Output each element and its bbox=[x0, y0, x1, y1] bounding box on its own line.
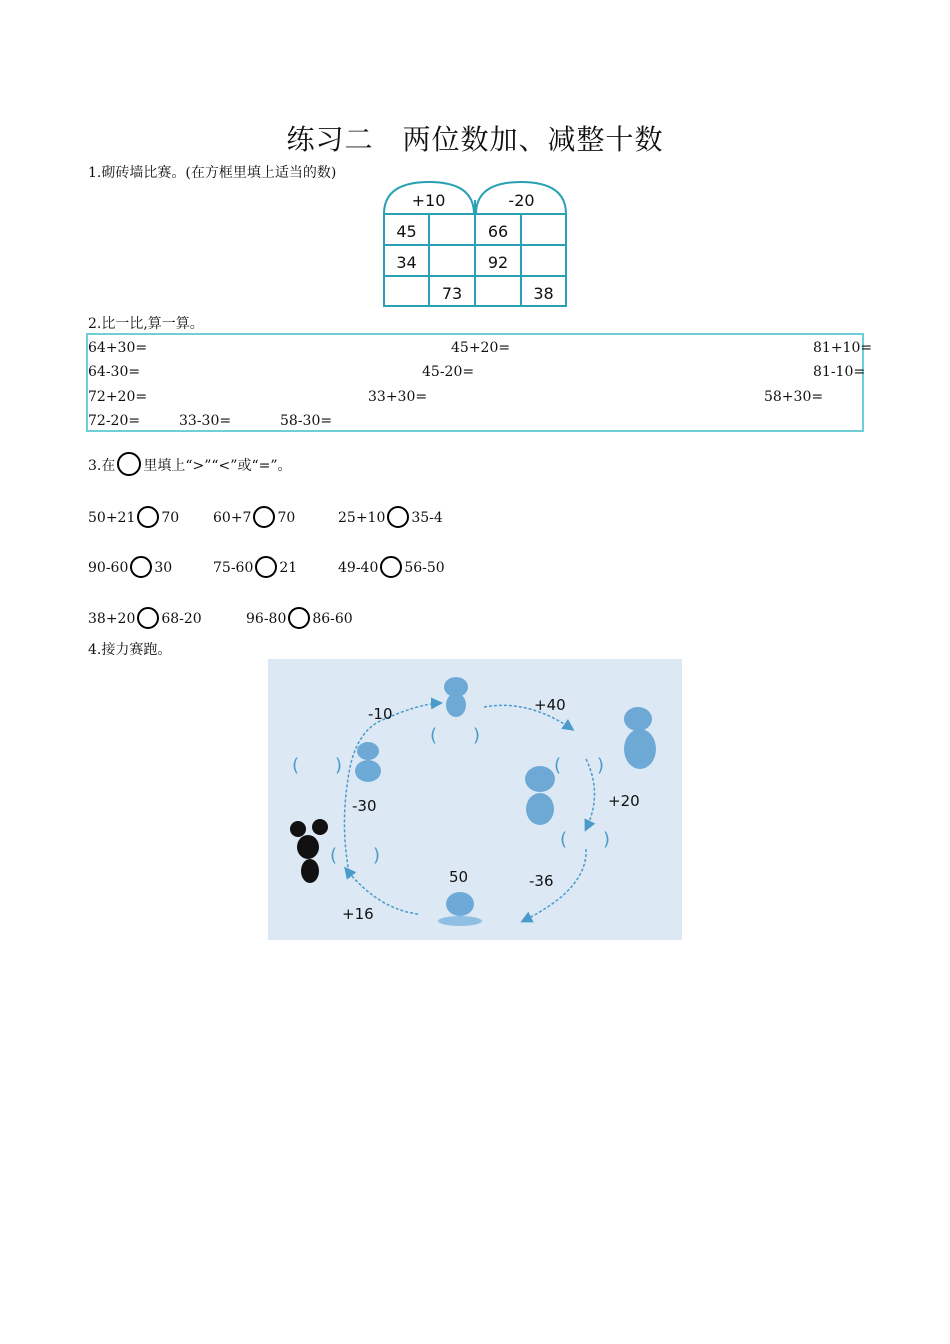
wall-cell: 45 bbox=[396, 222, 417, 241]
calc-expr: 33+30= bbox=[368, 389, 428, 405]
q2-label: 2.比一比,算一算。 bbox=[88, 316, 204, 332]
op-minus10: -10 bbox=[368, 705, 393, 723]
wall-left-op: +10 bbox=[411, 191, 446, 210]
compare-circle[interactable] bbox=[137, 607, 159, 629]
compare-right: 86-60 bbox=[312, 611, 353, 627]
answer-blank[interactable]: ( ) bbox=[554, 755, 605, 776]
monkey-head bbox=[624, 707, 652, 731]
wall-cell: 38 bbox=[533, 284, 554, 303]
answer-blank[interactable]: ( ) bbox=[560, 829, 611, 850]
calc-expr: 64-30= bbox=[88, 364, 141, 380]
bear-body bbox=[526, 793, 554, 825]
calc-expr: 45-20= bbox=[422, 364, 475, 380]
wall-cell: 92 bbox=[487, 253, 509, 272]
calc-expr: 33-30= bbox=[179, 413, 232, 429]
relay-race-figure bbox=[268, 659, 682, 940]
cat-body bbox=[446, 693, 466, 717]
compare-right: 35-4 bbox=[411, 510, 443, 526]
circle-symbol bbox=[117, 452, 141, 476]
op-plus20: +20 bbox=[608, 792, 640, 810]
q1-label: 1.砌砖墙比赛。(在方框里填上适当的数) bbox=[88, 165, 337, 181]
panda-body bbox=[355, 760, 381, 782]
q3-label bbox=[88, 452, 292, 476]
compare-circle[interactable] bbox=[288, 607, 310, 629]
lily-pad bbox=[438, 916, 482, 926]
compare-left: 38+20 bbox=[88, 611, 136, 627]
frog bbox=[446, 892, 474, 916]
answer-blank[interactable]: ( ) bbox=[430, 725, 481, 746]
compare-circle[interactable] bbox=[387, 506, 409, 528]
compare-right: 70 bbox=[277, 510, 296, 526]
calc-expr: 64+30= bbox=[88, 340, 148, 356]
compare-left: 49-40 bbox=[338, 560, 379, 576]
compare-circle[interactable] bbox=[380, 556, 402, 578]
bear-head bbox=[525, 766, 555, 792]
calc-expr: 81+10= bbox=[813, 340, 873, 356]
op-minus36: -36 bbox=[529, 872, 554, 890]
op-plus40: +40 bbox=[534, 696, 566, 714]
compare-circle[interactable] bbox=[253, 506, 275, 528]
calc-expr: 81-10= bbox=[813, 364, 866, 380]
compare-item bbox=[246, 607, 353, 629]
calc-expr: 58-30= bbox=[280, 413, 333, 429]
op-plus16: +16 bbox=[342, 905, 374, 923]
compare-circle[interactable] bbox=[137, 506, 159, 528]
compare-right: 68-20 bbox=[161, 611, 202, 627]
compare-left: 96-80 bbox=[246, 611, 287, 627]
compare-right: 70 bbox=[161, 510, 180, 526]
wall-right-op: -20 bbox=[508, 191, 535, 210]
compare-left: 25+10 bbox=[338, 510, 386, 526]
compare-circle[interactable] bbox=[255, 556, 277, 578]
compare-left: 60+7 bbox=[213, 510, 252, 526]
mouse-body bbox=[301, 859, 319, 883]
compare-item bbox=[88, 607, 202, 629]
calc-expr: 45+20= bbox=[451, 340, 511, 356]
compare-item bbox=[88, 506, 179, 528]
mouse-head bbox=[297, 835, 319, 859]
compare-left: 75-60 bbox=[213, 560, 254, 576]
panda-head bbox=[357, 742, 379, 760]
compare-item bbox=[88, 556, 172, 578]
compare-item bbox=[213, 556, 297, 578]
op-minus30: -30 bbox=[352, 797, 377, 815]
answer-blank[interactable]: ( ) bbox=[292, 755, 343, 776]
calc-expr: 72-20= bbox=[88, 413, 141, 429]
calc-expr: 72+20= bbox=[88, 389, 148, 405]
wall-cell: 73 bbox=[441, 284, 463, 303]
compare-item bbox=[338, 506, 443, 528]
wall-cell: 34 bbox=[396, 253, 417, 272]
compare-left: 50+21 bbox=[88, 510, 136, 526]
mouse-ear bbox=[312, 819, 328, 835]
compare-item bbox=[213, 506, 295, 528]
start-number: 50 bbox=[449, 868, 469, 886]
compare-right: 56-50 bbox=[404, 560, 445, 576]
compare-right: 30 bbox=[154, 560, 173, 576]
calc-expr: 58+30= bbox=[764, 389, 824, 405]
q4-label: 4.接力赛跑。 bbox=[88, 642, 172, 658]
compare-item bbox=[338, 556, 445, 578]
compare-circle[interactable] bbox=[130, 556, 152, 578]
mouse-ear bbox=[290, 821, 306, 837]
q3-label-pre: 3.在 bbox=[88, 458, 116, 474]
monkey-body bbox=[624, 729, 656, 769]
compare-left: 90-60 bbox=[88, 560, 129, 576]
wall-cell: 66 bbox=[487, 222, 509, 241]
compare-right: 21 bbox=[279, 560, 298, 576]
answer-blank[interactable]: ( ) bbox=[330, 845, 381, 866]
page-title: 练习二 两位数加、减整十数 bbox=[286, 123, 664, 156]
q3-label-post: 里填上“>”“<”或“=”。 bbox=[143, 458, 292, 474]
